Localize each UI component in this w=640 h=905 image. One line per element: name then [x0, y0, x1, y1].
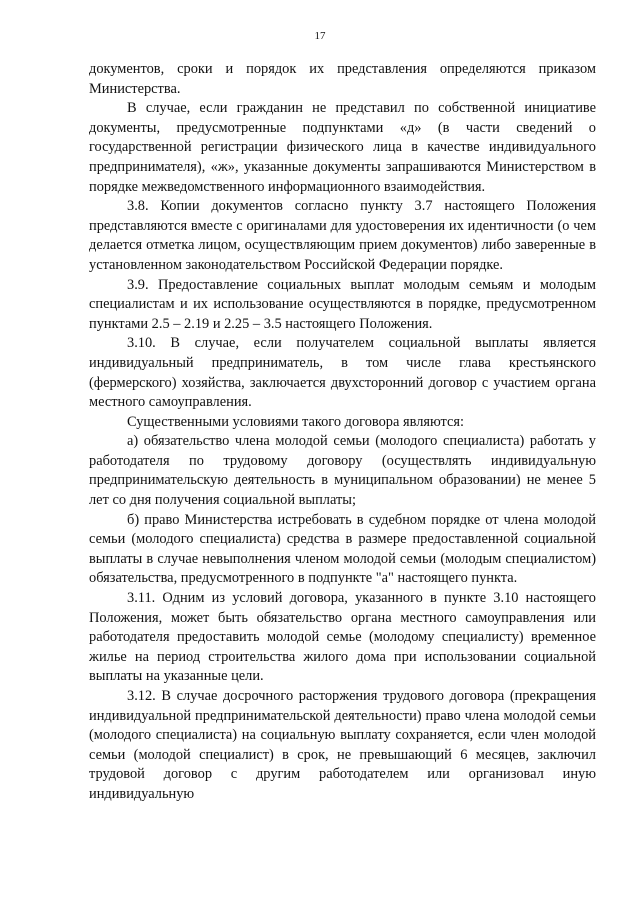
paragraph-3-8: 3.8. Копии документов согласно пункту 3.7 настоящего Положения представляются вместе с оригиналами для удостоверения их идентичности (о чем делается отметка лицом, осуществляющим прием документов) либо заверенные в установленном законодательством Российской Федерации порядке.: [89, 198, 596, 273]
paragraph-essential-conditions: Существенными условиями такого договора являются:: [127, 413, 465, 430]
paragraph-3-11: 3.11. Одним из условий договора, указанного в пункте 3.10 настоящего Положения, может быть обязательство органа местного самоуправления или работодателя предоставить молодой семье (молодому специалисту) временное жилье на период строительства жилого дома при использовании социальной выплаты на указанные цели.: [89, 590, 596, 685]
paragraph-case-documents-not-submitted: В случае, если гражданин не представил по собственной инициативе документы, предусмотренные подпунктами «д» (в части сведений о государственной регистрации физического лица в качестве индивидуального предпринимателя), «ж», указанные документы запрашиваются Министерством в порядке межведомственного информационного взаимодействия.: [89, 100, 596, 195]
paragraph-3-10: 3.10. В случае, если получателем социальной выплаты является индивидуальный предприниматель, в том числе глава крестьянского (фермерского) хозяйства, заключается двухсторонний договор с участием органа местного самоуправления.: [89, 335, 596, 411]
paragraph-3-9: 3.9. Предоставление социальных выплат молодым семьям и молодым специалистам и их использование осуществляются в порядке, предусмотренном пунктами 2.5 – 2.19 и 2.25 – 3.5 настоящего Положения.: [89, 276, 596, 332]
paragraph-condition-a: а) обязательство члена молодой семьи (молодого специалиста) работать у работодателя по трудовому договору (осуществлять индивидуальную предпринимательскую деятельность в муниципальном образовании) не менее 5 лет со дня получения социальной выплаты;: [89, 433, 596, 509]
document-body: [89, 60, 596, 805]
paragraph-condition-b: б) право Министерства истребовать в судебном порядке от члена молодой семьи (молодого специалиста) средства в размере предоставленной социальной выплаты в случае невыполнения членом молодой семьи (молодым специалистом) обязательства, предусмотренного в подпункте "а" настоящего пункта.: [89, 511, 596, 587]
paragraph-continuation: документов, сроки и порядок их представления определяются приказом Министерства.: [89, 61, 596, 97]
page-number: 17: [314, 30, 326, 42]
paragraph-3-12: 3.12. В случае досрочного расторжения трудового договора (прекращения индивидуальной предпринимательской деятельности) право члена молодой семьи (молодого специалиста) на социальную выплату сохраняется, если член молодой семьи (молодой специалист) в срок, не превышающий 6 месяцев, заключил трудовой договор с другим работодателем или организовал иную индивидуальную: [89, 688, 596, 802]
